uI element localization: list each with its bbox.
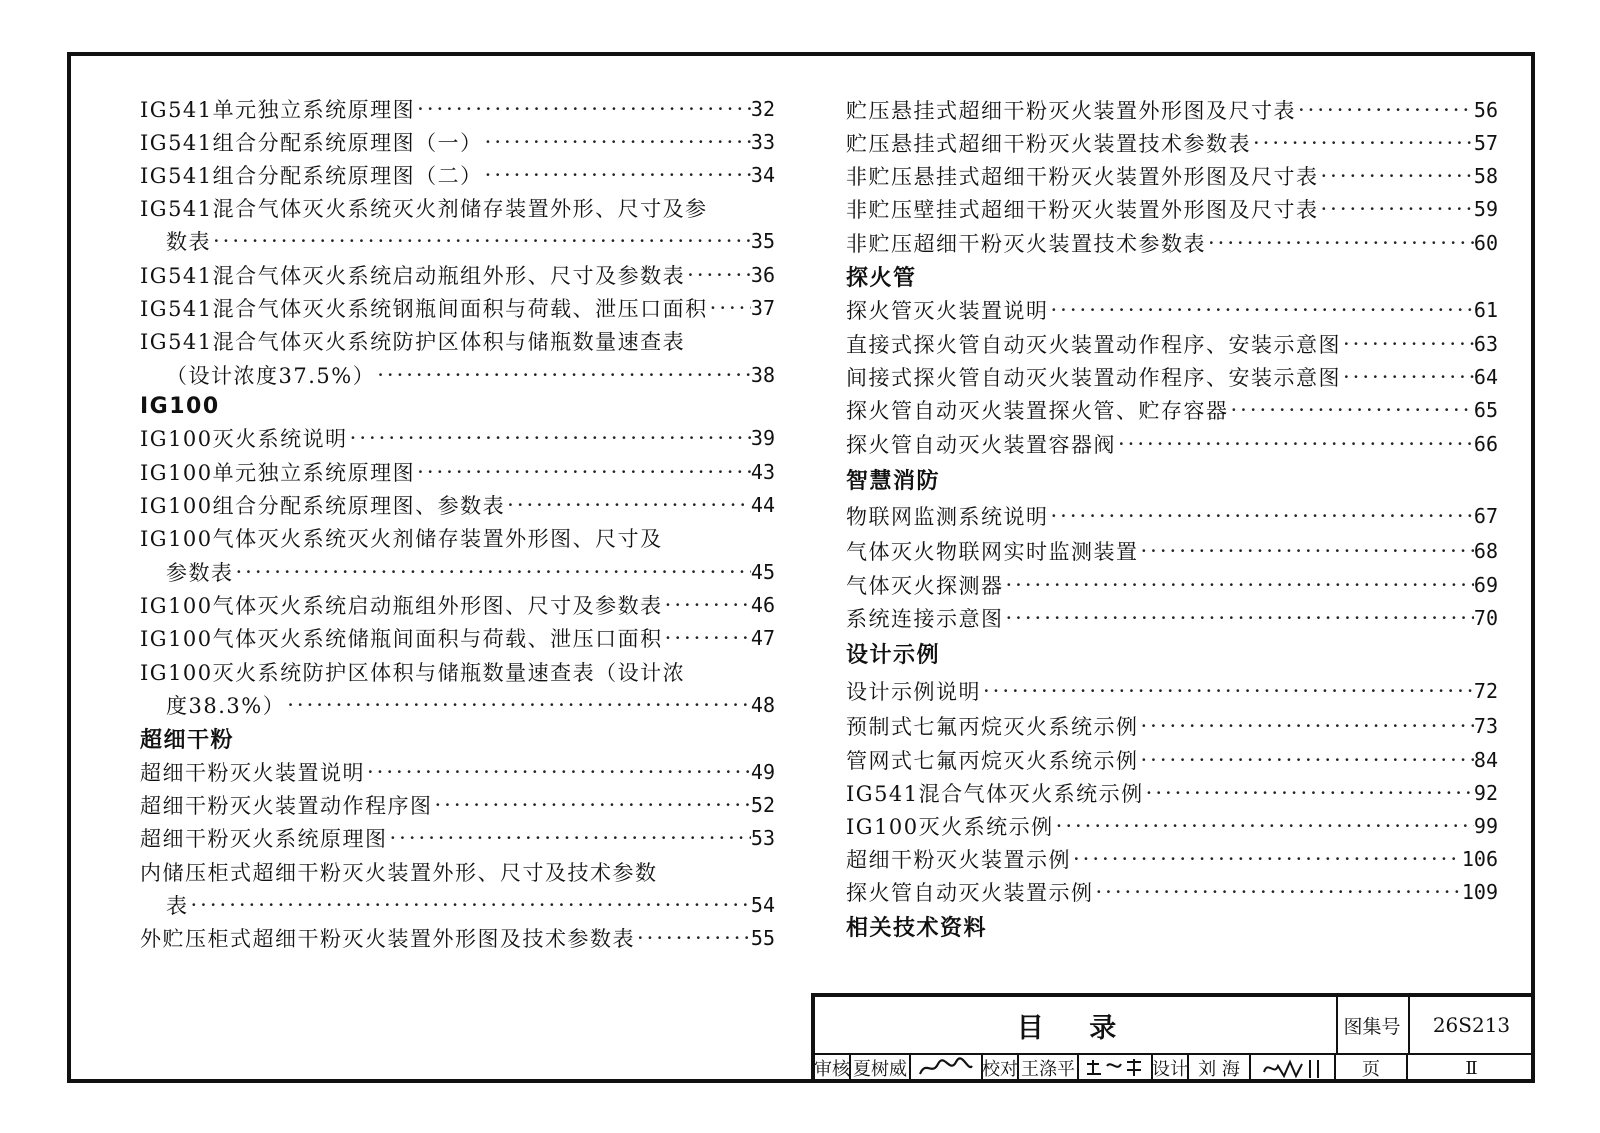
toc-entry-page-number: 70	[1473, 606, 1498, 630]
toc-entry	[846, 842, 1498, 876]
toc-entry-title: 内储压柜式超细干粉灭火装置外形、尺寸及技术参数	[140, 861, 658, 885]
section-heading-text: 超细干粉	[140, 727, 235, 753]
toc-entry-page-number: 84	[1473, 748, 1498, 772]
toc-leader-dots	[483, 163, 751, 187]
toc-entry	[140, 191, 775, 225]
section-heading-text: 相关技术资料	[846, 915, 988, 941]
toc-entry-title: 气体灭火物联网实时监测装置	[846, 540, 1139, 564]
toc-entry	[140, 158, 775, 192]
toc-entry-page-number: 69	[1473, 573, 1498, 597]
toc-entry	[140, 755, 775, 789]
toc-entry-title: IG100灭火系统说明	[140, 427, 348, 451]
toc-entry-page-number: 47	[750, 626, 775, 650]
toc-entry-title: IG100气体灭火系统储瓶间面积与荷载、泄压口面积	[140, 627, 663, 651]
toc-leader-dots	[1319, 197, 1474, 221]
checker-signature-mark	[1083, 1056, 1147, 1080]
checker-signature	[1079, 1053, 1153, 1083]
check-label: 校对	[983, 1053, 1019, 1083]
toc-leader-dots	[1049, 504, 1474, 528]
toc-entry	[846, 192, 1498, 226]
toc-leader-dots	[1251, 131, 1474, 155]
toc-entry-title: IG541单元独立系统原理图	[140, 98, 416, 122]
toc-entry-title: 系统连接示意图	[846, 607, 1004, 631]
toc-leader-dots	[1139, 748, 1474, 772]
toc-entry	[846, 93, 1498, 127]
toc-entry-page-number: 32	[750, 97, 775, 121]
toc-entry-title: 非贮压悬挂式超细干粉灭火装置外形图及尺寸表	[846, 165, 1319, 189]
toc-leader-dots	[1094, 880, 1462, 904]
toc-entry	[140, 921, 775, 955]
toc-section-heading	[846, 462, 1498, 496]
toc-leader-dots	[348, 426, 751, 450]
toc-section-heading	[140, 721, 775, 755]
toc-entry-page-number: 34	[750, 163, 775, 187]
toc-entry	[846, 293, 1498, 327]
toc-entry	[140, 888, 775, 922]
toc-entry-page-number: 48	[750, 693, 775, 717]
toc-entry-title: IG541混合气体灭火系统示例	[846, 782, 1144, 806]
toc-entry-page-number: 57	[1473, 131, 1498, 155]
toc-entry	[140, 358, 775, 392]
toc-entry	[846, 776, 1498, 810]
toc-entry-page-number: 66	[1473, 432, 1498, 456]
toc-entry-page-number: 49	[750, 760, 775, 784]
toc-entry	[140, 521, 775, 555]
toc-entry-page-number: 53	[750, 826, 775, 850]
toc-entry	[846, 534, 1498, 568]
toc-entry-title: IG541混合气体灭火系统启动瓶组外形、尺寸及参数表	[140, 264, 686, 288]
toc-entry-title: 超细干粉灭火系统原理图	[140, 827, 388, 851]
toc-entry-title: 非贮压壁挂式超细干粉灭火装置外形图及尺寸表	[846, 198, 1319, 222]
toc-entry-page-number: 68	[1473, 539, 1498, 563]
toc-entry-title: IG100气体灭火系统灭火剂储存装置外形图、尺寸及	[140, 527, 663, 551]
toc-leader-dots	[1341, 332, 1474, 356]
toc-leader-dots	[415, 460, 751, 484]
toc-entry	[140, 224, 775, 258]
section-heading-text: IG100	[140, 393, 220, 419]
toc-leader-dots	[483, 130, 751, 154]
section-heading-text: 智慧消防	[846, 468, 941, 494]
toc-section-heading	[846, 259, 1498, 293]
toc-entry	[846, 709, 1498, 743]
toc-entry-title: 非贮压超细干粉灭火装置技术参数表	[846, 232, 1206, 256]
toc-leader-dots	[708, 296, 751, 320]
toc-entry-page-number: 65	[1473, 398, 1498, 422]
toc-entry-page-number: 44	[750, 493, 775, 517]
toc-leader-dots	[375, 363, 751, 387]
toc-entry	[846, 875, 1498, 909]
atlas-number: 26S213	[1432, 1013, 1511, 1037]
toc-entry	[140, 821, 775, 855]
page-number: Ⅱ	[1465, 1057, 1478, 1079]
toc-entry-title: 间接式探火管自动灭火装置动作程序、安装示意图	[846, 366, 1341, 390]
toc-entry-page-number: 54	[750, 893, 775, 917]
section-heading-text: 探火管	[846, 265, 917, 291]
toc-entry	[846, 159, 1498, 193]
toc-entry-page-number: 43	[750, 460, 775, 484]
toc-section-heading	[846, 909, 1498, 943]
toc-entry-page-number: 67	[1473, 504, 1498, 528]
toc-entry	[846, 601, 1498, 635]
toc-entry-title: 度38.3%）	[166, 694, 286, 718]
checker-name: 王涤平	[1019, 1053, 1079, 1083]
toc-entry	[140, 258, 775, 292]
toc-entry-title: IG100气体灭火系统启动瓶组外形图、尺寸及参数表	[140, 594, 663, 618]
toc-entry-title: IG100灭火系统示例	[846, 815, 1054, 839]
toc-entry-page-number: 60	[1473, 231, 1498, 255]
toc-entry-page-number: 64	[1473, 365, 1498, 389]
toc-entry-page-number: 52	[750, 793, 775, 817]
toc-leader-dots	[1341, 365, 1474, 389]
toc-leader-dots	[1071, 847, 1462, 871]
toc-entry	[140, 324, 775, 358]
reviewer-name: 夏树威	[851, 1053, 911, 1083]
toc-leader-dots	[1229, 398, 1474, 422]
page-title: 目 录	[815, 997, 1338, 1053]
toc-leader-dots	[1206, 231, 1474, 255]
toc-leader-dots	[1296, 98, 1474, 122]
toc-leader-dots	[365, 760, 751, 784]
toc-entry-title: 气体灭火探测器	[846, 574, 1004, 598]
toc-entry-title: 探火管自动灭火装置探火管、贮存容器	[846, 399, 1229, 423]
toc-entry-title: IG541组合分配系统原理图（二）	[140, 164, 483, 188]
toc-entry-title: IG541混合气体灭火系统灭火剂储存装置外形、尺寸及参	[140, 197, 708, 221]
toc-leader-dots	[1004, 606, 1474, 630]
toc-entry-page-number: 106	[1461, 847, 1498, 871]
toc-entry	[140, 621, 775, 655]
toc-entry-page-number: 59	[1473, 197, 1498, 221]
toc-entry	[846, 743, 1498, 777]
toc-entry-page-number: 35	[750, 229, 775, 253]
designer-signature-mark	[1260, 1056, 1326, 1080]
toc-entry	[140, 92, 775, 126]
toc-leader-dots	[981, 679, 1474, 703]
atlas-number-label: 图集号	[1336, 997, 1410, 1053]
toc-entry	[846, 568, 1498, 602]
toc-entry-title: 参数表	[166, 561, 234, 585]
toc-entry	[140, 421, 775, 455]
toc-entry	[140, 855, 775, 889]
toc-leader-dots	[433, 793, 751, 817]
title-block	[811, 993, 1535, 1083]
toc-entry	[846, 126, 1498, 160]
toc-entry-page-number: 55	[750, 926, 775, 950]
toc-entry	[140, 555, 775, 589]
toc-entry-title: 超细干粉灭火装置动作程序图	[140, 794, 433, 818]
toc-leader-dots	[1144, 781, 1474, 805]
toc-entry-page-number: 37	[750, 296, 775, 320]
toc-entry	[140, 588, 775, 622]
toc-entry-page-number: 63	[1473, 332, 1498, 356]
toc-leader-dots	[635, 926, 751, 950]
toc-entry-title: IG541混合气体灭火系统防护区体积与储瓶数量速查表	[140, 330, 686, 354]
toc-leader-dots	[285, 693, 751, 717]
toc-leader-dots	[189, 893, 751, 917]
toc-entry	[846, 499, 1498, 533]
toc-leader-dots	[1054, 814, 1474, 838]
toc-entry-title: 探火管自动灭火装置示例	[846, 881, 1094, 905]
toc-entry-page-number: 38	[750, 363, 775, 387]
toc-leader-dots	[505, 493, 751, 517]
toc-section-heading	[140, 389, 775, 423]
toc-entry-title: 直接式探火管自动灭火装置动作程序、安装示意图	[846, 333, 1341, 357]
toc-section-heading	[846, 636, 1498, 670]
designer-signature	[1251, 1053, 1336, 1083]
toc-leader-dots	[1049, 298, 1474, 322]
toc-entry-title: 探火管灭火装置说明	[846, 299, 1049, 323]
toc-entry-title: 预制式七氟丙烷灭火系统示例	[846, 715, 1139, 739]
toc-entry	[846, 327, 1498, 361]
toc-entry-title: 超细干粉灭火装置说明	[140, 761, 365, 785]
toc-entry-title: 外贮压柜式超细干粉灭火装置外形图及技术参数表	[140, 927, 635, 951]
toc-leader-dots	[1319, 164, 1474, 188]
title-block-signature-row	[815, 1053, 1535, 1083]
toc-entry-page-number: 46	[750, 593, 775, 617]
toc-entry-page-number: 73	[1473, 714, 1498, 738]
section-heading-text: 设计示例	[846, 642, 941, 668]
toc-entry	[140, 455, 775, 489]
toc-entry	[140, 788, 775, 822]
reviewer-signature	[911, 1053, 983, 1083]
toc-leader-dots	[1139, 714, 1474, 738]
toc-entry-page-number: 99	[1473, 814, 1498, 838]
toc-entry-title: 探火管自动灭火装置容器阀	[846, 433, 1116, 457]
toc-leader-dots	[663, 593, 751, 617]
toc-entry-title: IG100灭火系统防护区体积与储瓶数量速查表（设计浓	[140, 661, 686, 685]
toc-entry-title: 表	[166, 894, 189, 918]
toc-entry	[846, 809, 1498, 843]
toc-entry-page-number: 109	[1461, 880, 1498, 904]
toc-leader-dots	[234, 560, 751, 584]
toc-entry-title: 贮压悬挂式超细干粉灭火装置外形图及尺寸表	[846, 99, 1296, 123]
reviewer-signature-mark	[916, 1056, 976, 1080]
toc-entry-page-number: 36	[750, 263, 775, 287]
toc-leader-dots	[1116, 432, 1474, 456]
toc-leader-dots	[685, 263, 751, 287]
toc-leader-dots	[211, 229, 751, 253]
toc-entry	[140, 688, 775, 722]
toc-leader-dots	[388, 826, 751, 850]
toc-entry-page-number: 92	[1473, 781, 1498, 805]
toc-entry	[140, 655, 775, 689]
toc-entry-title: 数表	[166, 230, 211, 254]
toc-entry	[846, 360, 1498, 394]
toc-leader-dots	[663, 626, 751, 650]
toc-entry-page-number: 61	[1473, 298, 1498, 322]
toc-entry-title: 贮压悬挂式超细干粉灭火装置技术参数表	[846, 132, 1251, 156]
toc-leader-dots	[415, 97, 751, 121]
toc-entry	[140, 291, 775, 325]
toc-leader-dots	[1139, 539, 1474, 563]
toc-entry-page-number: 72	[1473, 679, 1498, 703]
page-label: 页	[1336, 1053, 1408, 1083]
toc-entry	[140, 125, 775, 159]
toc-entry-page-number: 58	[1473, 164, 1498, 188]
design-label: 设计	[1153, 1053, 1189, 1083]
toc-entry	[140, 488, 775, 522]
review-label: 审核	[815, 1053, 851, 1083]
toc-entry-title: 管网式七氟丙烷灭火系统示例	[846, 749, 1139, 773]
toc-entry	[846, 393, 1498, 427]
toc-entry-title: IG100单元独立系统原理图	[140, 461, 416, 485]
title-block-top-row	[815, 997, 1535, 1055]
toc-entry-page-number: 45	[750, 560, 775, 584]
designer-name: 刘 海	[1189, 1053, 1251, 1083]
toc-entry	[846, 427, 1498, 461]
toc-entry-title: 物联网监测系统说明	[846, 505, 1049, 529]
toc-leader-dots	[1004, 573, 1474, 597]
toc-entry-title: IG541组合分配系统原理图（一）	[140, 131, 483, 155]
toc-entry-title: 设计示例说明	[846, 680, 981, 704]
toc-entry-title: （设计浓度37.5%）	[166, 364, 376, 388]
toc-entry	[846, 674, 1498, 708]
toc-entry-title: IG541混合气体灭火系统钢瓶间面积与荷载、泄压口面积	[140, 297, 708, 321]
toc-entry-page-number: 56	[1473, 98, 1498, 122]
toc-entry-page-number: 39	[750, 426, 775, 450]
toc-entry-title: 超细干粉灭火装置示例	[846, 848, 1071, 872]
toc-entry-title: IG100组合分配系统原理图、参数表	[140, 494, 506, 518]
toc-entry	[846, 226, 1498, 260]
toc-entry-page-number: 33	[750, 130, 775, 154]
